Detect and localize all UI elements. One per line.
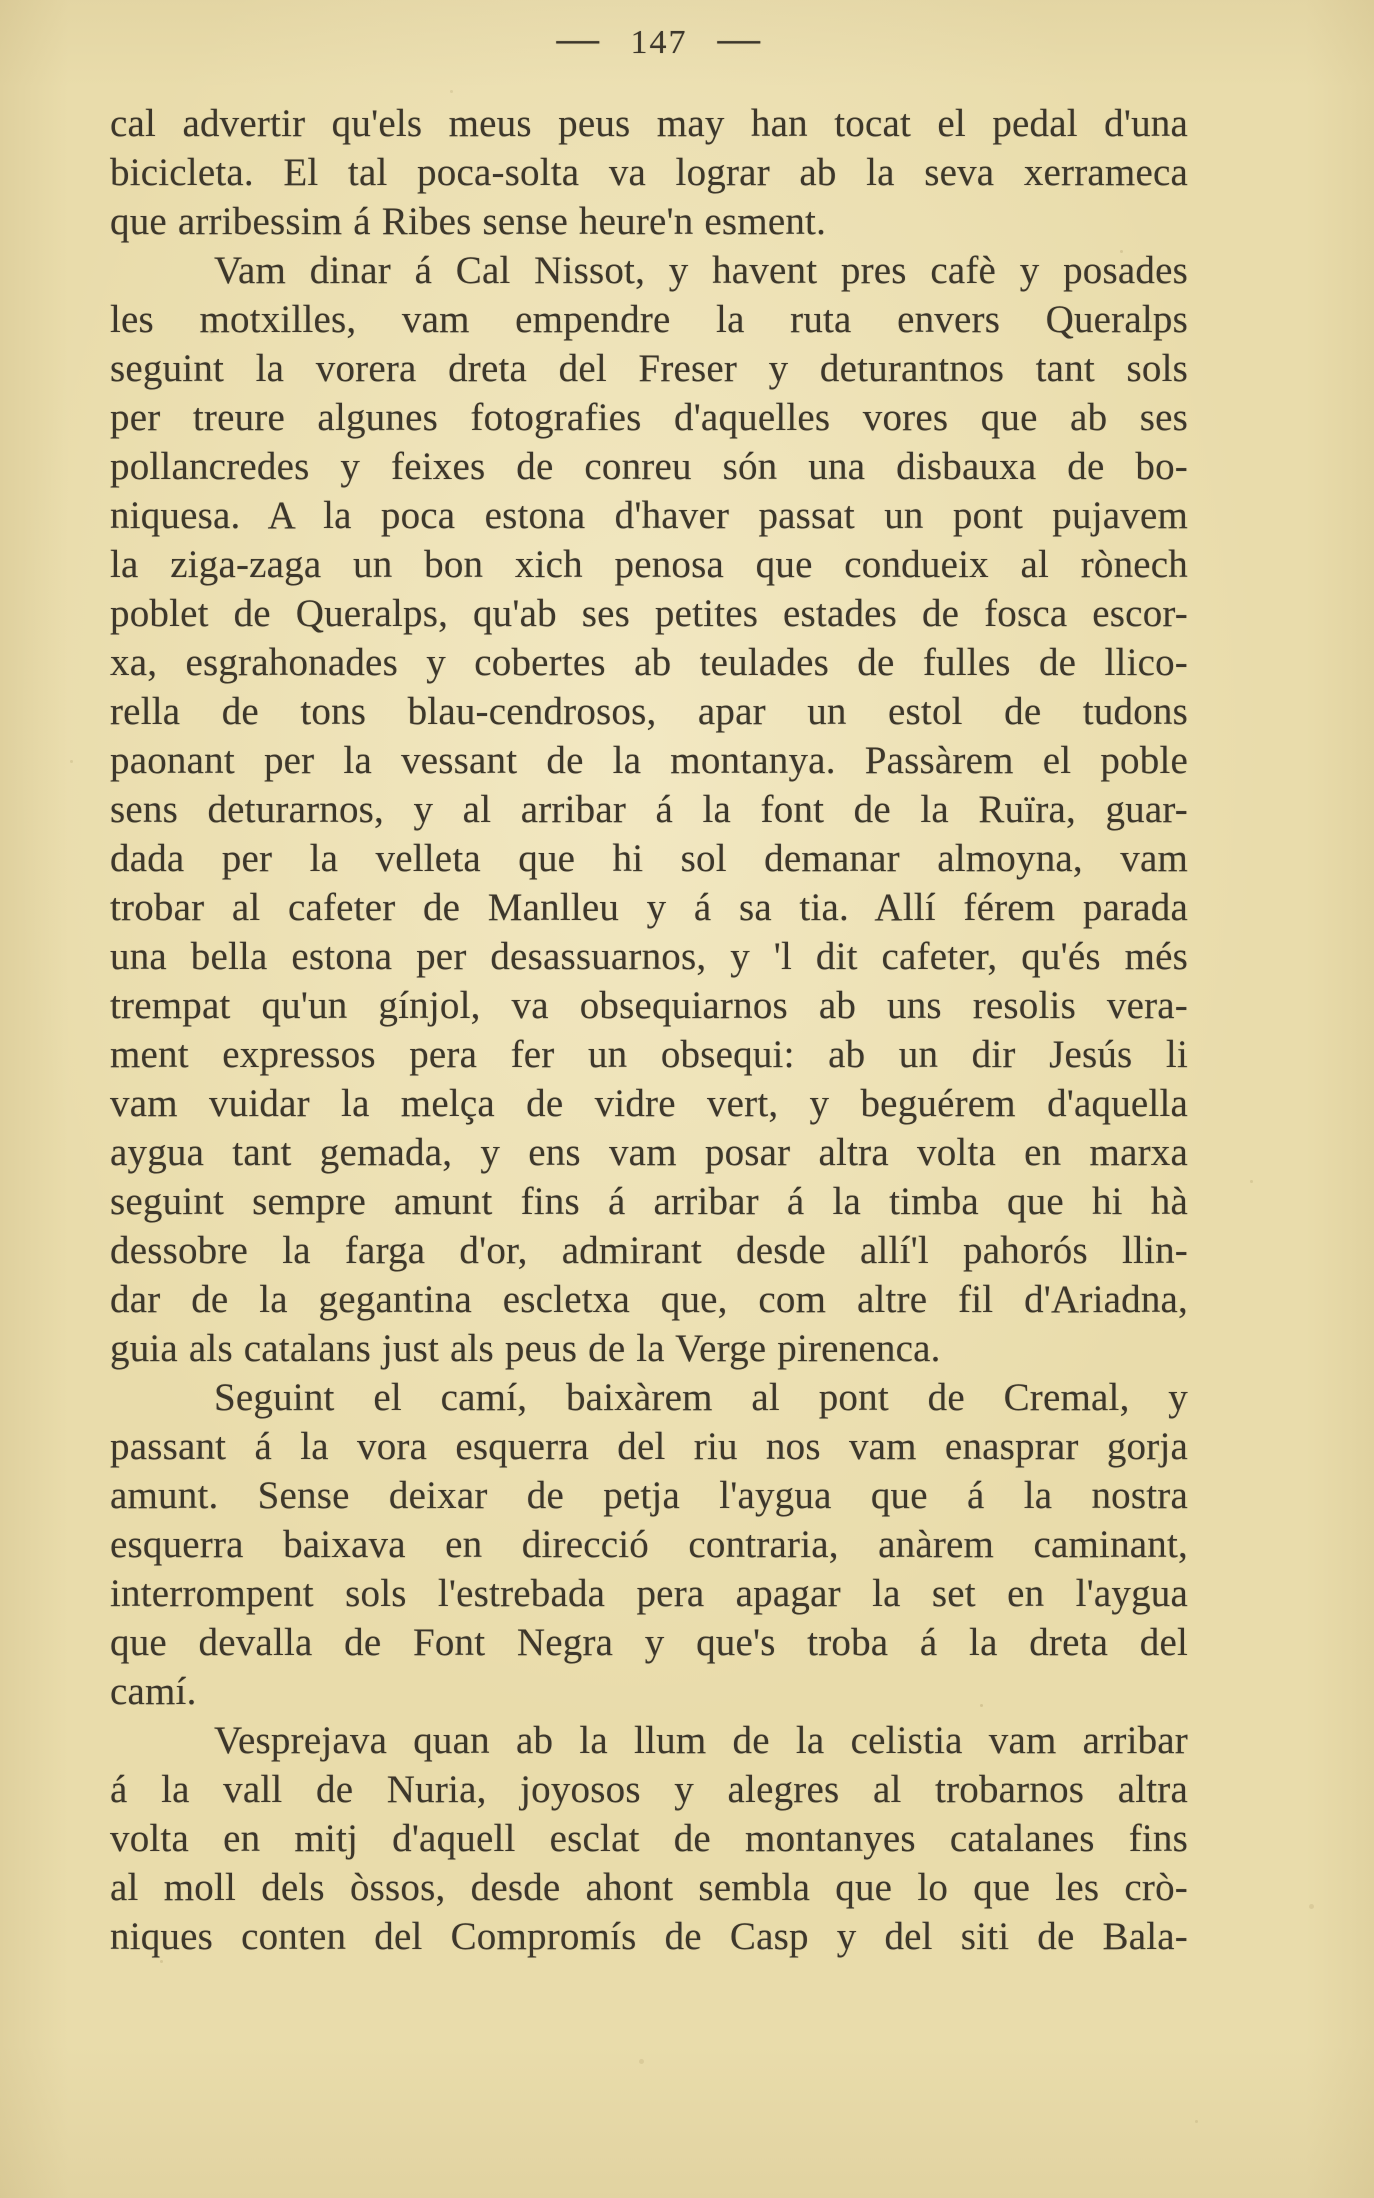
paragraph: [110, 246, 1188, 1373]
text-line: Vesprejava quan ab la llum de la celistia vam arribar: [214, 1719, 1188, 1762]
text-line: seguint la vorera dreta del Freser y deturantnos tant sols: [110, 347, 1188, 390]
paragraph: [110, 1373, 1188, 1716]
text-line: rella de tons blau-cendrosos, apar un estol de tudons: [110, 690, 1188, 733]
text-line: trempat qu'un gínjol, va obsequiarnos ab uns resolis vera-: [110, 984, 1188, 1027]
text-line: bicicleta. El tal poca-solta va lograr ab la seva xerrameca: [110, 151, 1188, 194]
text-line: ment expressos pera fer un obsequi: ab un dir Jesús li: [110, 1033, 1188, 1076]
text-line: aygua tant gemada, y ens vam posar altra volta en marxa: [110, 1131, 1188, 1174]
text-line: esquerra baixava en direcció contraria, anàrem caminant,: [110, 1523, 1188, 1566]
text-line: camí.: [110, 1670, 197, 1713]
text-line: niquesa. A la poca estona d'haver passat un pont pujavem: [110, 494, 1188, 537]
text-line: xa, esgrahonades y cobertes ab teulades de fulles de llico-: [110, 641, 1188, 684]
paragraph: [110, 99, 1188, 246]
text-line: guia als catalans just als peus de la Verge pirenenca.: [110, 1327, 941, 1370]
text-line: á la vall de Nuria, joyosos y alegres al trobarnos altra: [110, 1768, 1188, 1811]
text-line: cal advertir qu'els meus peus may han tocat el pedal d'una: [110, 102, 1188, 145]
text-line: pollancredes y feixes de conreu són una disbauxa de bo-: [110, 445, 1188, 488]
text-line: poblet de Queralps, qu'ab ses petites estades de fosca escor-: [110, 592, 1188, 635]
paper-texture-specks: [0, 0, 3, 3]
text-line: que arribessim á Ribes sense heure'n esment.: [110, 200, 827, 243]
text-line: amunt. Sense deixar de petja l'aygua que á la nostra: [110, 1474, 1188, 1517]
text-line: Seguint el camí, baixàrem al pont de Cremal, y: [214, 1376, 1188, 1419]
text-line: una bella estona per desassuarnos, y 'l dit cafeter, qu'és més: [110, 935, 1188, 978]
text-line: niques conten del Compromís de Casp y del siti de Bala-: [110, 1915, 1188, 1958]
paragraph: [110, 1716, 1188, 1961]
text-line: trobar al cafeter de Manlleu y á sa tia. Allí férem parada: [110, 886, 1188, 929]
text-line: les motxilles, vam empendre la ruta envers Queralps: [110, 298, 1188, 341]
text-line: dada per la velleta que hi sol demanar almoyna, vam: [110, 837, 1188, 880]
text-line: dessobre la farga d'or, admirant desde allí'l pahorós llin-: [110, 1229, 1188, 1272]
header-dash-right: —: [717, 21, 762, 58]
text-line: sens deturarnos, y al arribar á la font de la Ruïra, guar-: [110, 788, 1188, 831]
text-line: passant á la vora esquerra del riu nos vam enasprar gorja: [110, 1425, 1188, 1468]
text-line: volta en mitj d'aquell esclat de montanyes catalanes fins: [110, 1817, 1188, 1860]
text-line: per treure algunes fotografies d'aquelles vores que ab ses: [110, 396, 1188, 439]
text-line: la ziga-zaga un bon xich penosa que condueix al rònech: [110, 543, 1188, 586]
text-line: al moll dels òssos, desde ahont sembla que lo que les crò-: [110, 1866, 1188, 1909]
text-block: [110, 99, 1188, 1961]
text-line: dar de la gegantina escletxa que, com altre fil d'Ariadna,: [110, 1278, 1188, 1321]
page-header: [0, 21, 1346, 62]
page-number: 147: [630, 24, 688, 61]
text-line: seguint sempre amunt fins á arribar á la timba que hi hà: [110, 1180, 1188, 1223]
text-line: Vam dinar á Cal Nissot, y havent pres cafè y posades: [214, 249, 1188, 292]
text-line: vam vuidar la melça de vidre vert, y beguérem d'aquella: [110, 1082, 1188, 1125]
header-dash-left: —: [556, 21, 601, 58]
text-line: que devalla de Font Negra y que's troba á la dreta del: [110, 1621, 1188, 1664]
text-line: paonant per la vessant de la montanya. Passàrem el poble: [110, 739, 1188, 782]
text-line: interrompent sols l'estrebada pera apagar la set en l'aygua: [110, 1572, 1188, 1615]
